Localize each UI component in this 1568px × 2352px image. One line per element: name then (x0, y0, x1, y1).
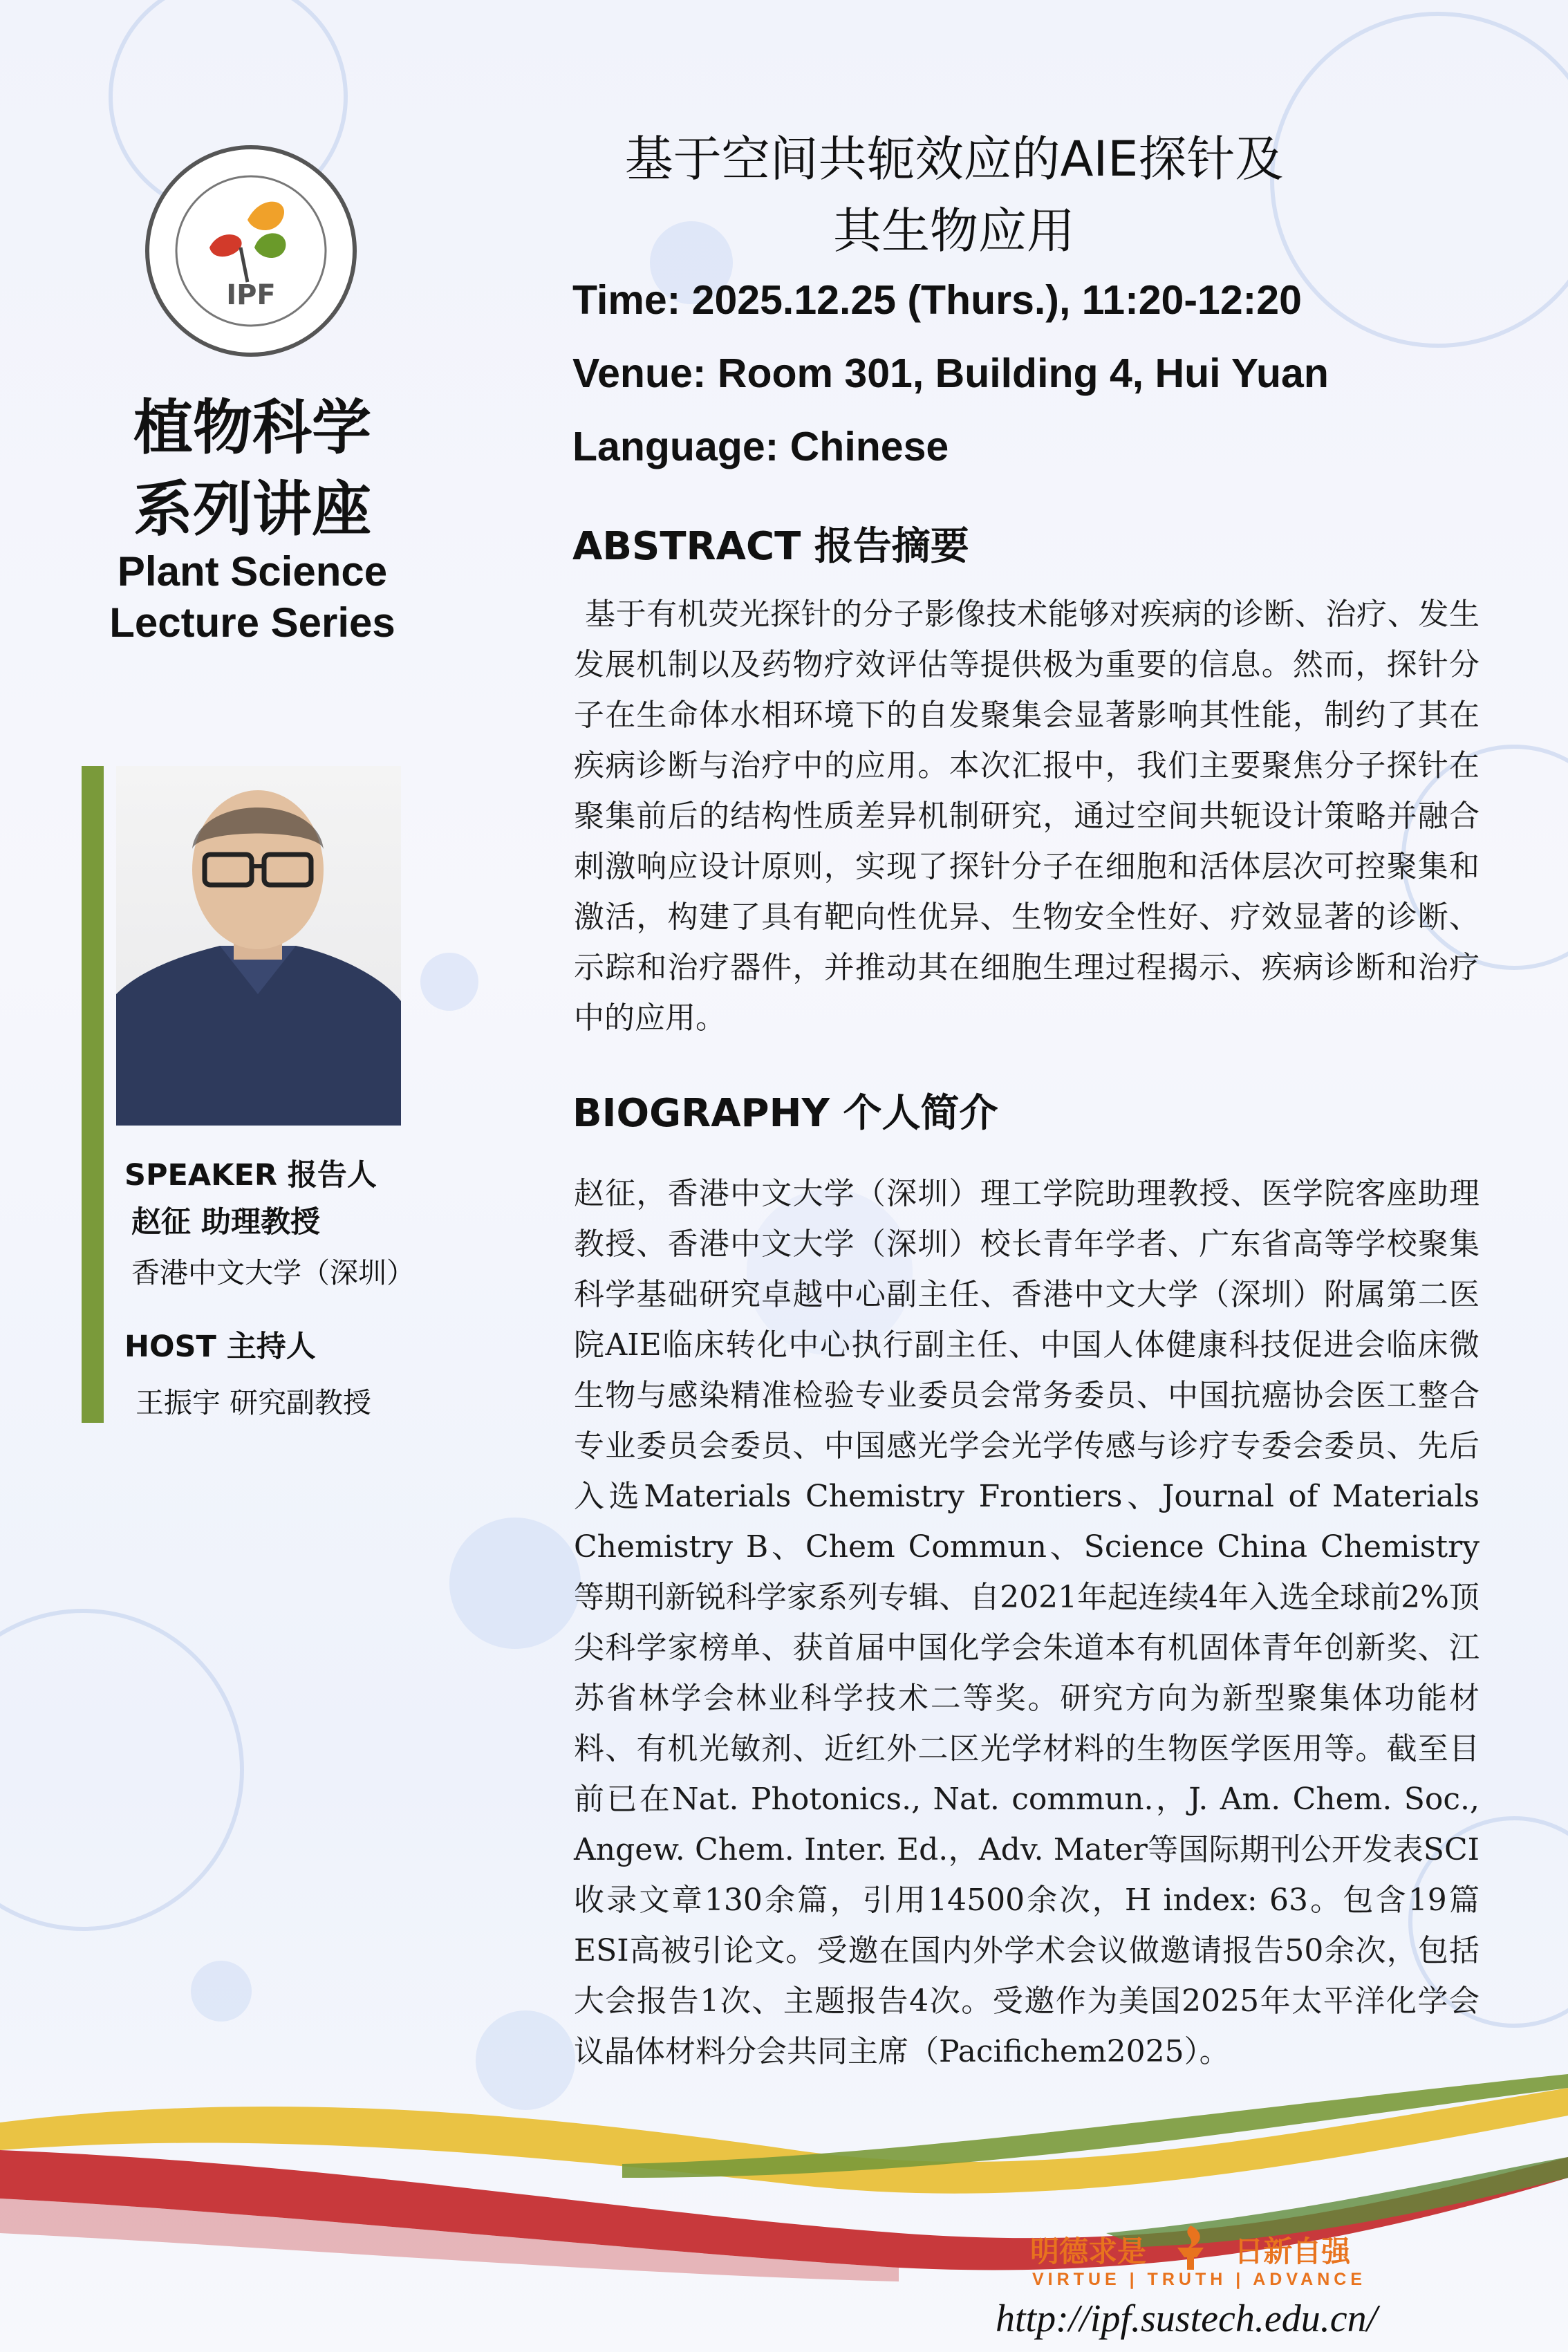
biography-body: 赵征，香港中文大学（深圳）理工学院助理教授、医学院客座助理教授、香港中文大学（深圳）校长青年学者、广东省高等学校聚集科学基础研究卓越中心副主任、香港中文大学（深圳）附属第二医院AIE临床转化中心执行副主任、中国人体健康科技促进会临床微生物与感染精准检验专业委员会常务委员、中国抗癌协会医工整合专业委员会委员、中国感光学会光学传感与诊疗专委会委员、先后入选Materials Chemistry Frontiers、Journal of Materials Chemistry B、Chem Commun、Science China Chemistry等期刊新锐科学家系列专辑、自2021年起连续4年入选全球前2%顶尖科学家榜单、获首届中国化学会朱道本有机固体青年创新奖、江苏省林学会林业科学技术二等奖。研究方向为新型聚集体功能材料、有机光敏剂、近红外二区光学材料的生物医学医用等。截至目前已在Nat. Photonics., Nat. commun.，J. Am. Chem. Soc., Angew. Chem. Inter. Ed.，Adv. Mater等国际期刊公开发表SCI收录文章130余篇，引用14500余次，H index: 63。包含19篇ESI高被引论文。受邀在国内外学术会议做邀请报告50余次，包括大会报告1次、主题报告4次。受邀作为美国2025年太平洋化学会议晶体材料分会共同主席（Pacifichem2025）。 (574, 1176, 1480, 2069)
biography-heading: BIOGRAPHY 个人简介 (572, 1091, 998, 1136)
abstract-text (574, 589, 1480, 1043)
motto-cn-left: 明德求是 (1030, 2234, 1147, 2268)
host-name: 王振宇 研究副教授 (136, 1386, 372, 1419)
motto-cn-right: 日新自强 (1234, 2234, 1351, 2268)
talk-title-line1: 基于空间共轭效应的AIE探针及 (624, 131, 1284, 187)
series-title-en-line1: Plant Science (117, 548, 388, 595)
logo-text: IPF (226, 279, 276, 311)
biography-text (574, 1168, 1480, 2077)
website-url[interactable]: http://ipf.sustech.edu.cn/ (996, 2297, 1378, 2340)
talk-language: Language: Chinese (572, 424, 949, 469)
motto-en: VIRTUE | TRUTH | ADVANCE (1032, 2270, 1366, 2289)
series-title-en-line2: Lecture Series (109, 599, 395, 646)
speaker-affiliation: 香港中文大学（深圳） (131, 1256, 415, 1289)
torch-icon (1166, 2223, 1215, 2271)
series-title-cn-line2: 系列讲座 (133, 475, 371, 544)
talk-venue: Venue: Room 301, Building 4, Hui Yuan (572, 351, 1329, 396)
sidebar-accent-bar (82, 766, 104, 1423)
speaker-photo (116, 766, 401, 1126)
ipf-logo (144, 144, 358, 358)
abstract-body: 基于有机荧光探针的分子影像技术能够对疾病的诊断、治疗、发生发展机制以及药物疗效评估等提供极为重要的信息。然而，探针分子在生命体水相环境下的自发聚集会显著影响其性能，制约了其在疾病诊断与治疗中的应用。本次汇报中，我们主要聚焦分子探针在聚集前后的结构性质差异机制研究，通过空间共轭设计策略并融合刺激响应设计原则，实现了探针分子在细胞和活体层次可控聚集和激活，构建了具有靶向性优异、生物安全性好、疗效显著的诊断、示踪和治疗器件，并推动其在细胞生理过程揭示、疾病诊断和治疗中的应用。 (574, 597, 1480, 1036)
speaker-heading: SPEAKER 报告人 (124, 1158, 377, 1193)
abstract-heading: ABSTRACT 报告摘要 (572, 524, 969, 569)
host-heading: HOST 主持人 (124, 1329, 316, 1364)
motto-cn (1030, 2223, 1350, 2271)
speaker-name: 赵征 助理教授 (131, 1205, 320, 1240)
talk-title-line2: 其生物应用 (833, 203, 1075, 259)
talk-time: Time: 2025.12.25 (Thurs.), 11:20-12:20 (572, 277, 1302, 323)
series-title-cn (69, 387, 436, 550)
series-title-en (62, 546, 442, 648)
series-title-cn-line1: 植物科学 (133, 393, 371, 463)
talk-title (539, 123, 1369, 267)
